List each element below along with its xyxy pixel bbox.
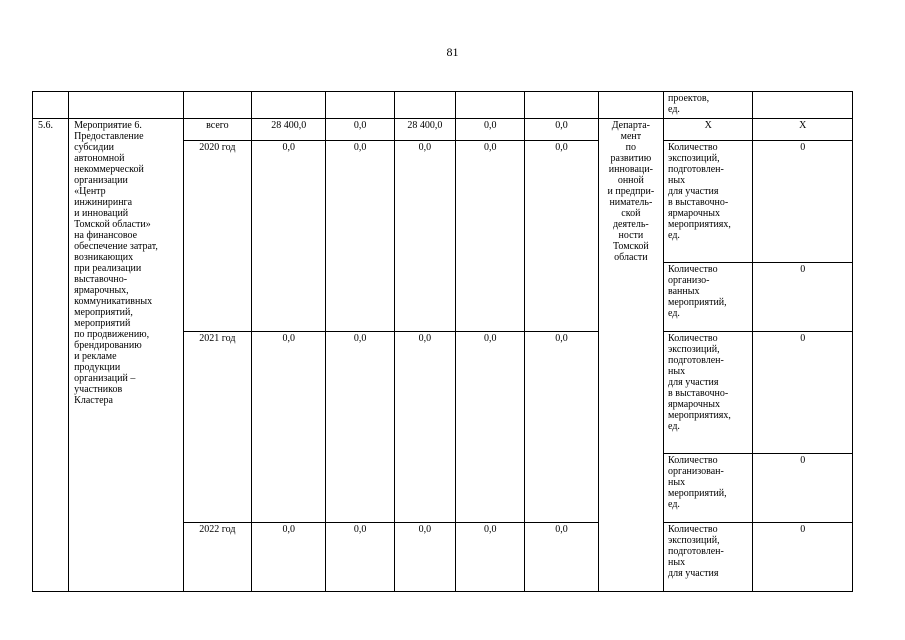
value-cell: 0,0 bbox=[456, 523, 525, 592]
value-cell: 0,0 bbox=[252, 523, 326, 592]
row-number: 5.6. bbox=[33, 119, 69, 592]
indicator-value: 0 bbox=[753, 523, 853, 592]
value-cell: 0,0 bbox=[326, 141, 394, 332]
value-cell: 0,0 bbox=[394, 332, 455, 523]
indicator-value: 0 bbox=[753, 332, 853, 454]
year-label: 2022 год bbox=[183, 523, 251, 592]
value-cell: 28 400,0 bbox=[252, 119, 326, 141]
value-cell: 0,0 bbox=[456, 141, 525, 332]
value-cell: 0,0 bbox=[326, 119, 394, 141]
indicator-value: 0 bbox=[753, 454, 853, 523]
value-cell: 0,0 bbox=[456, 332, 525, 523]
value-cell: 0,0 bbox=[525, 523, 598, 592]
page-number: 81 bbox=[446, 45, 459, 59]
indicator-cell: Количество организован- ных мероприятий, ед. bbox=[664, 454, 753, 523]
value-cell: 0,0 bbox=[525, 332, 598, 523]
year-label: 2021 год bbox=[183, 332, 251, 523]
total-row bbox=[33, 119, 853, 141]
value-cell: 0,0 bbox=[456, 119, 525, 141]
value-cell: 0,0 bbox=[525, 119, 598, 141]
value-cell: 0,0 bbox=[394, 523, 455, 592]
indicator-value: 0 bbox=[753, 263, 853, 332]
indicator-value: Х bbox=[753, 119, 853, 141]
indicator-cell: Количество экспозиций, подготовлен- ных для участия bbox=[664, 523, 753, 592]
value-cell: 28 400,0 bbox=[394, 119, 455, 141]
value-cell: 0,0 bbox=[326, 523, 394, 592]
value-cell: 0,0 bbox=[326, 332, 394, 523]
indicator-cell: Количество экспозиций, подготовлен- ных для участия в выставочно- ярмарочных мероприятиях, ед. bbox=[664, 141, 753, 263]
indicator-cell: проектов, ед. bbox=[664, 92, 753, 119]
indicator-cell: Количество организо- ванных мероприятий, ед. bbox=[664, 263, 753, 332]
program-table bbox=[32, 91, 853, 592]
continuation-row bbox=[33, 92, 853, 119]
year-label: 2020 год bbox=[183, 141, 251, 332]
value-cell: 0,0 bbox=[252, 141, 326, 332]
year-label: всего bbox=[183, 119, 251, 141]
value-cell: 0,0 bbox=[252, 332, 326, 523]
indicator-value: 0 bbox=[753, 141, 853, 263]
value-cell: 0,0 bbox=[394, 141, 455, 332]
indicator-cell: Количество экспозиций, подготовлен- ных для участия в выставочно- ярмарочных мероприятиях, ед. bbox=[664, 332, 753, 454]
department-cell: Департа- мент по развитию инноваци- онной и предпри- ниматель- ской деятель- ности Томской области bbox=[598, 119, 663, 592]
indicator-cell: Х bbox=[664, 119, 753, 141]
event-description: Мероприятие 6. Предоставление субсидии автономной некоммерческой организации «Центр инжиниринга и инноваций Томской области» на финансовое обеспечение затрат, возникающих при реализации выставочно- ярмарочных, коммуникативных мероприятий, мероприятий по продвижению, брендированию и рекламе продукции организаций – участников Кластера bbox=[69, 119, 184, 592]
value-cell: 0,0 bbox=[525, 141, 598, 332]
